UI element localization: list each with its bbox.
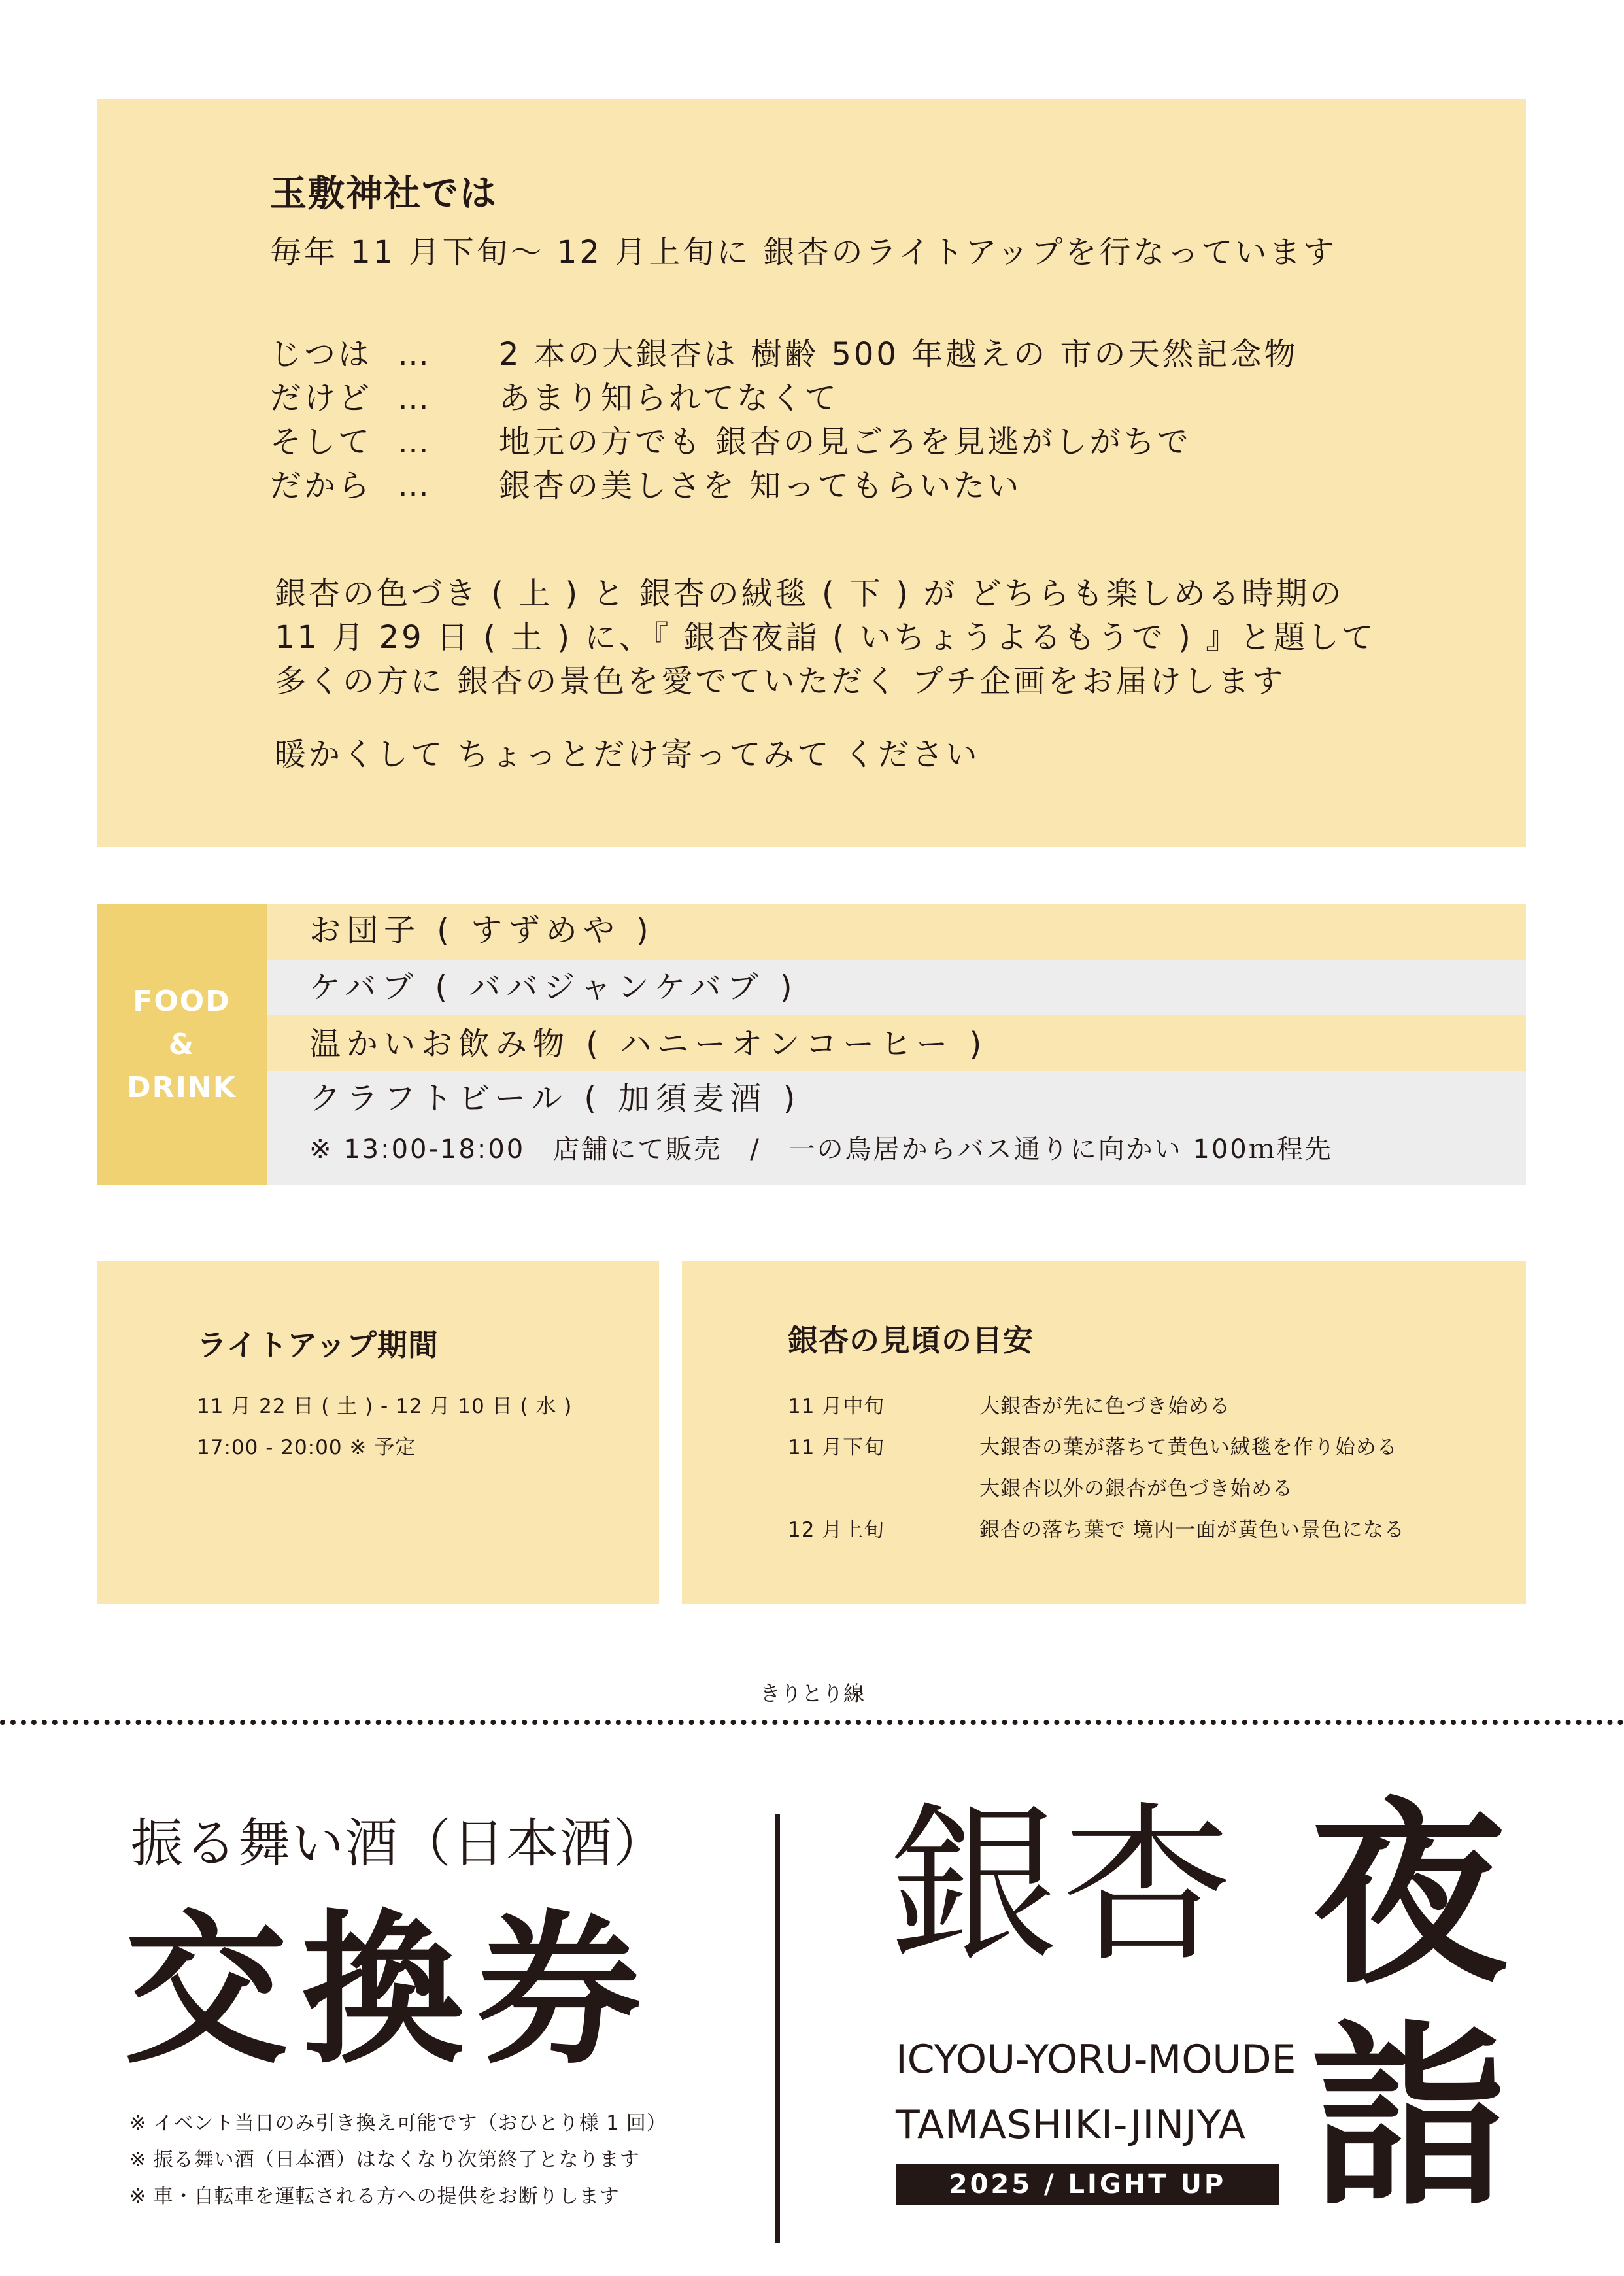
- ticket-note: ※ 振る舞い酒（日本酒）はなくなり次第終了となります: [129, 2149, 640, 2171]
- year-badge: 2025 / LIGHT UP: [896, 2164, 1279, 2205]
- reason-dots: …: [398, 336, 431, 373]
- reason-dots: …: [398, 380, 431, 416]
- ticket-note: ※ イベント当日のみ引き換え可能です（おひとり様 1 回）: [129, 2112, 667, 2135]
- reason-text: 銀杏の美しさを 知ってもらいたい: [499, 467, 1022, 504]
- food-note: ※ 13:00-18:00 店舗にて販売 / 一の鳥居からバス通りに向かい 100ｍ程先: [309, 1134, 1333, 1164]
- reason-text: あまり知られてなくて: [499, 380, 839, 416]
- guide-what: 大銀杏の葉が落ちて黄色い絨毯を作り始める: [979, 1436, 1398, 1459]
- lightup-dates: 11 月 22 日 ( 土 ) - 12 月 10 日 ( 水 ): [197, 1395, 573, 1418]
- reason-label: だけど: [270, 380, 373, 416]
- reason-label: そして: [270, 424, 373, 460]
- event-logo-night: 夜: [1311, 1782, 1507, 2010]
- reason-label: じつは: [270, 336, 373, 373]
- event-logo-visit: 詣: [1311, 2004, 1507, 2232]
- event-romanized-name: ICYOU-YORU-MOUDE: [896, 2037, 1296, 2082]
- shrine-romanized-name: TAMASHIKI-JINJYA: [896, 2102, 1246, 2148]
- food-item-row: [267, 1015, 1526, 1071]
- intro-paragraph-line: 多くの方に 銀杏の景色を愛でていただく プチ企画をお届けします: [275, 663, 1286, 700]
- lightup-period-box: [97, 1261, 659, 1604]
- food-item: クラフトビール ( 加須麦酒 ): [309, 1080, 802, 1117]
- food-label-line: FOOD: [133, 984, 231, 1018]
- ticket-note: ※ 車・自転車を運転される方への提供をお断りします: [129, 2185, 620, 2208]
- food-item-row: [267, 960, 1526, 1015]
- cut-line-label: きりとり線: [759, 1681, 864, 1706]
- food-item: 温かいお飲み物 ( ハニーオンコーヒー ): [309, 1026, 988, 1062]
- ticket-divider: [775, 1814, 780, 2243]
- lightup-time: 17:00 - 20:00 ※ 予定: [197, 1436, 416, 1459]
- reason-label: だから: [270, 467, 373, 504]
- intro-closing: 暖かくして ちょっとだけ寄ってみて ください: [275, 736, 980, 773]
- guide-what: 銀杏の落ち葉で 境内一面が黄色い景色になる: [979, 1518, 1405, 1542]
- food-label-line: &: [168, 1027, 195, 1061]
- guide-when: 12 月上旬: [788, 1518, 885, 1542]
- food-drink-label: [97, 904, 267, 1185]
- ticket-sake-line: 振る舞い酒（日本酒）: [131, 1813, 667, 1874]
- guide-when: 11 月下旬: [788, 1436, 885, 1459]
- lightup-title: ライトアップ期間: [197, 1327, 439, 1363]
- reason-dots: …: [398, 467, 431, 504]
- cut-line: [0, 1720, 1624, 1725]
- reason-text: 2 本の大銀杏は 樹齢 500 年越えの 市の天然記念物: [499, 336, 1298, 373]
- guide-what: 大銀杏が先に色づき始める: [979, 1395, 1230, 1418]
- intro-paragraph-line: 11 月 29 日 ( 土 ) に、『 銀杏夜詣 ( いちょうよるもうで ) 』と題して: [275, 619, 1376, 656]
- ticket-main-word: 交換券: [124, 1895, 654, 2086]
- intro-paragraph-line: 銀杏の色づき ( 上 ) と 銀杏の絨毯 ( 下 ) が どちらも楽しめる時期の: [275, 575, 1344, 612]
- intro-subtitle: 毎年 11 月下旬〜 12 月上旬に 銀杏のライトアップを行なっています: [270, 234, 1338, 271]
- food-item: ケバブ ( ババジャンケバブ ): [309, 969, 798, 1006]
- ginkgo-guide-title: 銀杏の見頃の目安: [788, 1323, 1034, 1358]
- guide-what: 大銀杏以外の銀杏が色づき始める: [979, 1477, 1293, 1501]
- intro-title: 玉敷神社では: [270, 173, 498, 215]
- food-item-row: [267, 904, 1526, 960]
- event-logo-ginkgo: 銀杏: [889, 1788, 1234, 1985]
- guide-when: 11 月中旬: [788, 1395, 885, 1418]
- reason-dots: …: [398, 424, 431, 460]
- food-item-row: [267, 1071, 1526, 1185]
- reason-text: 地元の方でも 銀杏の見ごろを見逃がしがちで: [499, 424, 1191, 460]
- food-item: お団子 ( すずめや ): [309, 912, 654, 949]
- ginkgo-guide-box: [682, 1261, 1526, 1604]
- food-label-line: DRINK: [127, 1070, 237, 1104]
